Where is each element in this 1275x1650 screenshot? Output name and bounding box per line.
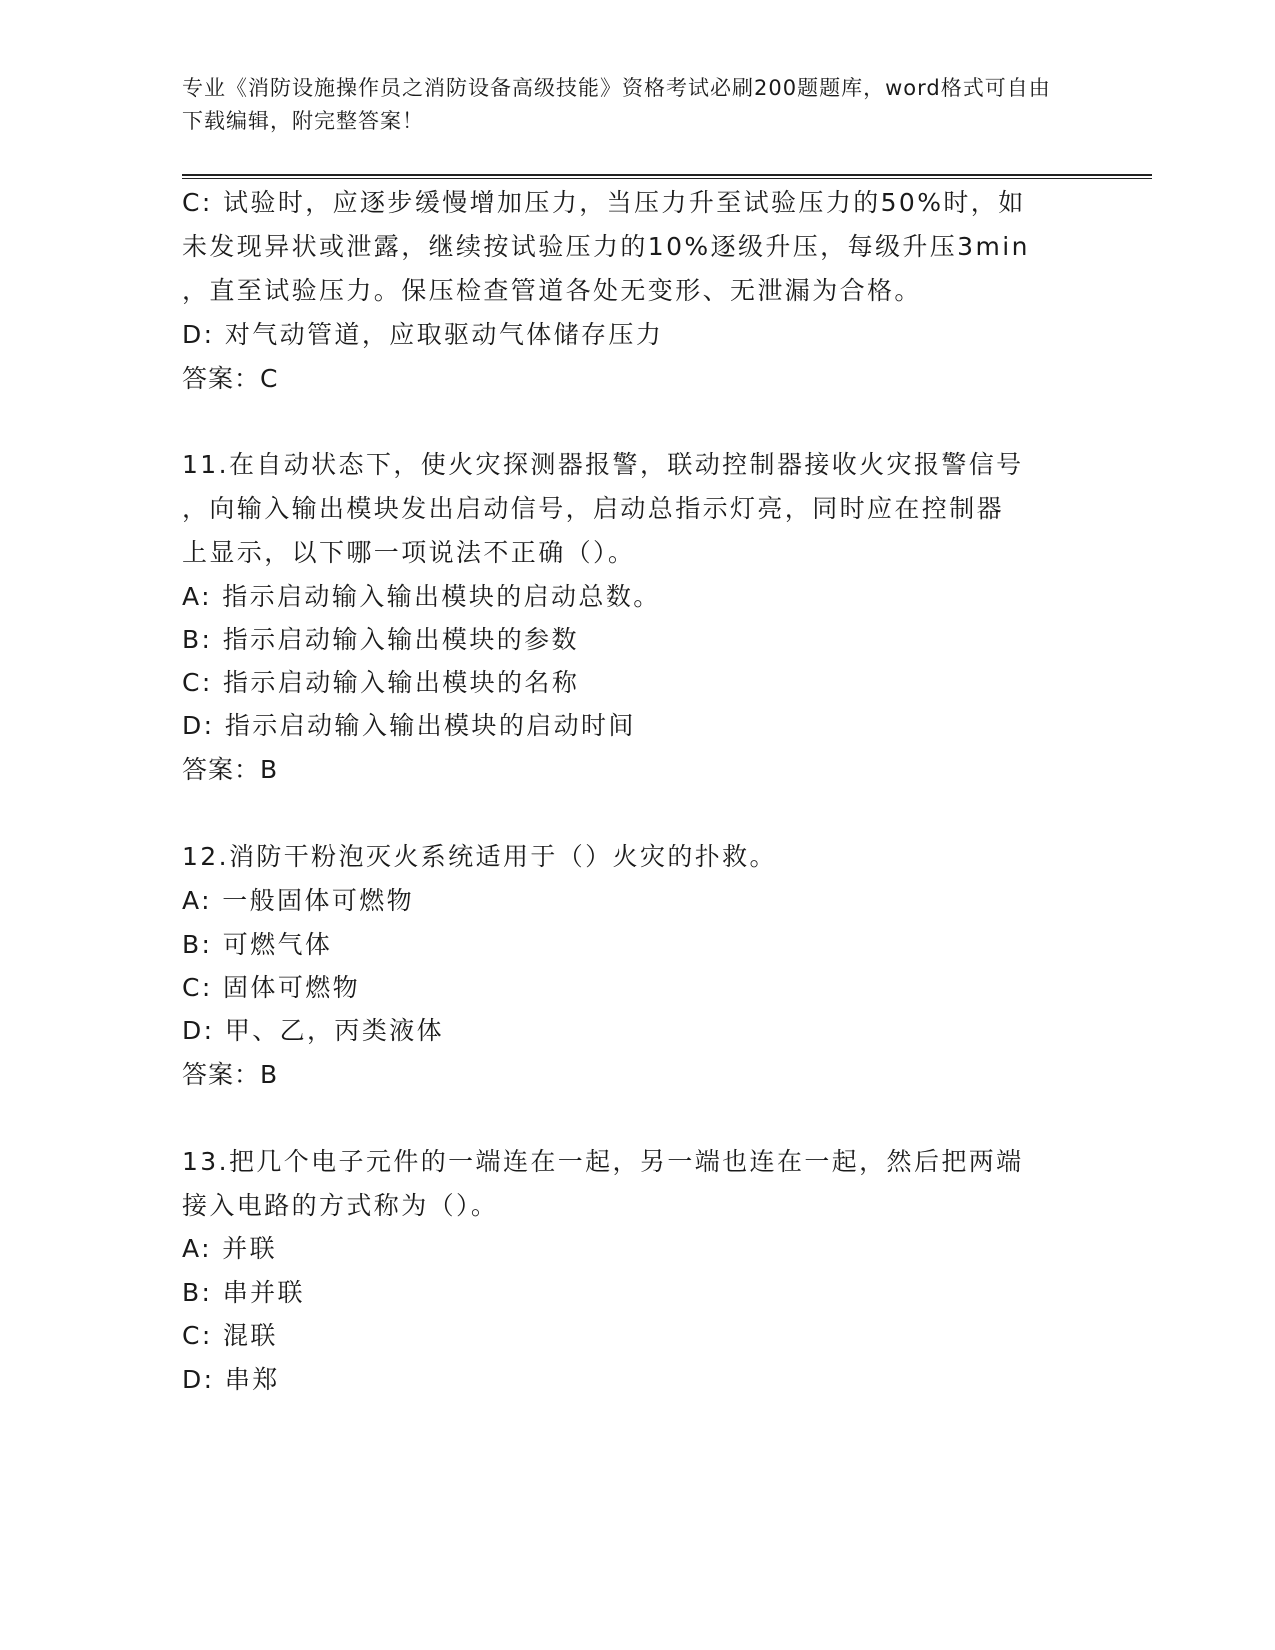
option-c: C: 指示启动输入输出模块的名称 <box>182 668 580 697</box>
option-b: B: 可燃气体 <box>182 930 333 959</box>
option-c: C: 固体可燃物 <box>182 973 361 1002</box>
option-a: A: 并联 <box>182 1234 278 1263</box>
option-d: D: 甲、乙，丙类液体 <box>182 1016 445 1045</box>
question-stem-line: 11.在自动状态下，使火灾探测器报警，联动控制器接收火灾报警信号 <box>182 450 1024 479</box>
question-stem-line: 上显示，以下哪一项说法不正确（）。 <box>182 538 636 567</box>
answer: 答案：C <box>182 364 279 393</box>
option-d: D: 指示启动输入输出模块的启动时间 <box>182 711 636 740</box>
option-c-line-3: ，直至试验压力。保压检查管道各处无变形、无泄漏为合格。 <box>182 276 922 305</box>
option-c-line-1: C: 试验时，应逐步缓慢增加压力，当压力升至试验压力的50%时，如 <box>182 188 1026 217</box>
option-b: B: 指示启动输入输出模块的参数 <box>182 625 579 654</box>
question-stem-line: 13.把几个电子元件的一端连在一起，另一端也连在一起，然后把两端 <box>182 1147 1024 1176</box>
answer: 答案：B <box>182 1060 279 1089</box>
question-stem-line: 12.消防干粉泡灭火系统适用于（）火灾的扑救。 <box>182 842 777 871</box>
option-c-line-2: 未发现异状或泄露，继续按试验压力的10%逐级升压，每级升压3min <box>182 232 1030 261</box>
option-d: D: 对气动管道，应取驱动气体储存压力 <box>182 320 664 349</box>
option-b: B: 串并联 <box>182 1278 305 1307</box>
option-a: A: 指示启动输入输出模块的启动总数。 <box>182 582 661 611</box>
question-stem-line: ，向输入输出模块发出启动信号，启动总指示灯亮，同时应在控制器 <box>182 494 1005 523</box>
header-divider <box>182 174 1152 179</box>
option-c: C: 混联 <box>182 1321 278 1350</box>
question-stem-line: 接入电路的方式称为（）。 <box>182 1191 499 1220</box>
answer: 答案：B <box>182 755 279 784</box>
option-d: D: 串郑 <box>182 1365 280 1394</box>
document-header: 专业《消防设施操作员之消防设备高级技能》资格考试必刷200题题库，word格式可自由下载编辑，附完整答案！ <box>182 76 1051 133</box>
option-a: A: 一般固体可燃物 <box>182 886 415 915</box>
